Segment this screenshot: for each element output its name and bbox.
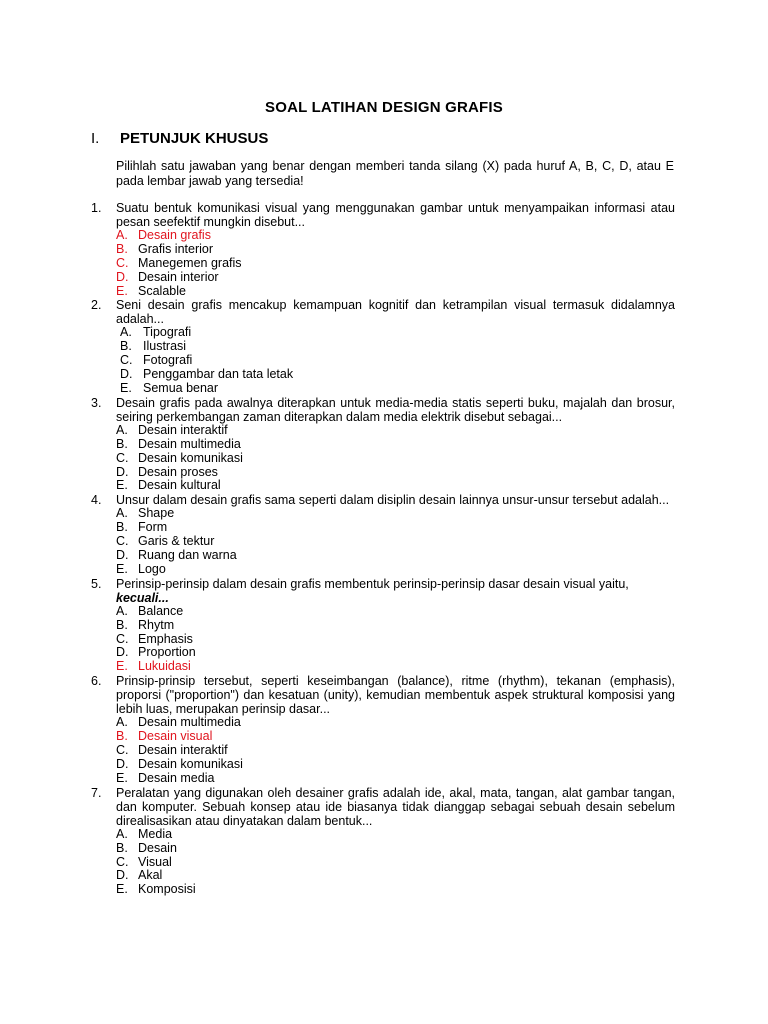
question-text: Prinsip-prinsip tersebut, seperti keseimbangan (balance), ritme (rhythm), tekanan (emphasis), proporsi ("proportion") dan kesatuan (unity), kemudian membentuk aspek struktural komposisi yang lebih luas, merupakan perinsip dasar... <box>116 674 675 717</box>
option-a: A. Desain grafis <box>116 228 211 242</box>
question-number: 3. <box>91 395 102 410</box>
question-4 <box>91 493 675 576</box>
option-a: A. Balance <box>116 603 184 618</box>
option-e: E. Desain media <box>116 770 215 785</box>
option-e: E. Scalable <box>116 283 186 298</box>
option-b: B. Form <box>116 520 168 535</box>
option-e: E. Semua benar <box>120 381 219 396</box>
option-e: E. Desain kultural <box>116 478 221 493</box>
question-7 <box>91 786 675 897</box>
question-number: 4. <box>91 493 102 508</box>
option-b: B. Ilustrasi <box>120 339 187 354</box>
question-number: 2. <box>91 298 102 313</box>
option-list <box>116 507 675 576</box>
option-d: D. Ruang dan warna <box>116 548 237 563</box>
option-d: D. Penggambar dan tata letak <box>120 367 294 382</box>
question-list <box>91 201 675 897</box>
question-number: 6. <box>91 674 102 689</box>
question-3 <box>91 396 675 493</box>
question-text: Unsur dalam desain grafis sama seperti dalam disiplin desain lainnya unsur-unsur tersebut adalah... <box>116 493 670 508</box>
option-c: C. Desain komunikasi <box>116 450 243 465</box>
option-e: E. Lukuidasi <box>116 659 191 674</box>
section-heading: PETUNJUK KHUSUS <box>120 130 269 147</box>
option-c: C. Emphasis <box>116 631 193 646</box>
question-number: 5. <box>91 576 102 591</box>
option-list <box>116 716 675 785</box>
option-c: C. Desain interaktif <box>116 743 228 758</box>
option-a: A. Shape <box>116 506 175 521</box>
question-number: 7. <box>91 785 102 800</box>
option-list <box>116 326 675 395</box>
option-list <box>116 229 675 298</box>
option-c: C. Manegemen grafis <box>116 255 242 270</box>
option-d: D. Desain komunikasi <box>116 756 243 771</box>
option-list <box>116 828 675 897</box>
option-b: B. Desain visual <box>116 729 213 744</box>
option-d: D. Desain proses <box>116 464 218 479</box>
option-a: A. Tipografi <box>120 325 192 340</box>
question-1 <box>91 201 675 298</box>
option-a: A. Desain multimedia <box>116 715 241 730</box>
option-d: D. Desain interior <box>116 269 219 284</box>
option-c: C. Garis & tektur <box>116 534 215 549</box>
document-title: SOAL LATIHAN DESIGN GRAFIS <box>265 99 503 116</box>
option-a: A. Media <box>116 826 173 841</box>
section-number: I. <box>91 130 100 147</box>
question-text: Perinsip-perinsip dalam desain grafis membentuk perinsip-perinsip dasar desain visual yaitu, kecuali... <box>116 576 629 605</box>
instruction-text: Pilihlah satu jawaban yang benar dengan memberi tanda silang (X) pada huruf A, B, C, D, atau E pada lembar jawab yang tersedia! <box>116 159 674 188</box>
option-a: A. Desain interaktif <box>116 422 228 437</box>
question-text: Peralatan yang digunakan oleh desainer grafis adalah ide, akal, mata, tangan, alat gambar tangan, dan komputer. Sebuah konsep atau ide biasanya tidak dianggap sebagai sebuah desain sebelum direalisasikan atau dinyatakan dalam bentuk... <box>116 785 675 828</box>
option-list <box>116 605 675 674</box>
option-c: C. Fotografi <box>120 353 193 368</box>
option-e: E. Komposisi <box>116 882 196 897</box>
question-number: 1. <box>91 201 102 215</box>
option-b: B. Rhytm <box>116 617 175 632</box>
option-e: E. Logo <box>116 561 166 576</box>
option-d: D. Proportion <box>116 645 196 660</box>
option-b: B. Grafis interior <box>116 241 214 256</box>
question-text: Desain grafis pada awalnya diterapkan untuk media-media statis seperti buku, majalah dan brosur, seiring perkembangan zaman diterapkan dalam media elektrik disebut sebagai... <box>116 395 675 424</box>
question-2 <box>91 298 675 395</box>
option-d: D. Akal <box>116 868 163 883</box>
option-b: B. Desain multimedia <box>116 436 241 451</box>
option-list <box>116 424 675 493</box>
option-b: B. Desain <box>116 840 177 855</box>
question-5 <box>91 577 675 674</box>
option-c: C. Visual <box>116 854 172 869</box>
question-emphasis: kecuali... <box>116 590 169 605</box>
question-text: Suatu bentuk komunikasi visual yang menggunakan gambar untuk menyampaikan informasi atau pesan seefektif mungkin disebut... <box>116 201 675 229</box>
question-6 <box>91 674 675 785</box>
question-text: Seni desain grafis mencakup kemampuan kognitif dan ketrampilan visual termasuk didalamnya adalah... <box>116 298 675 327</box>
